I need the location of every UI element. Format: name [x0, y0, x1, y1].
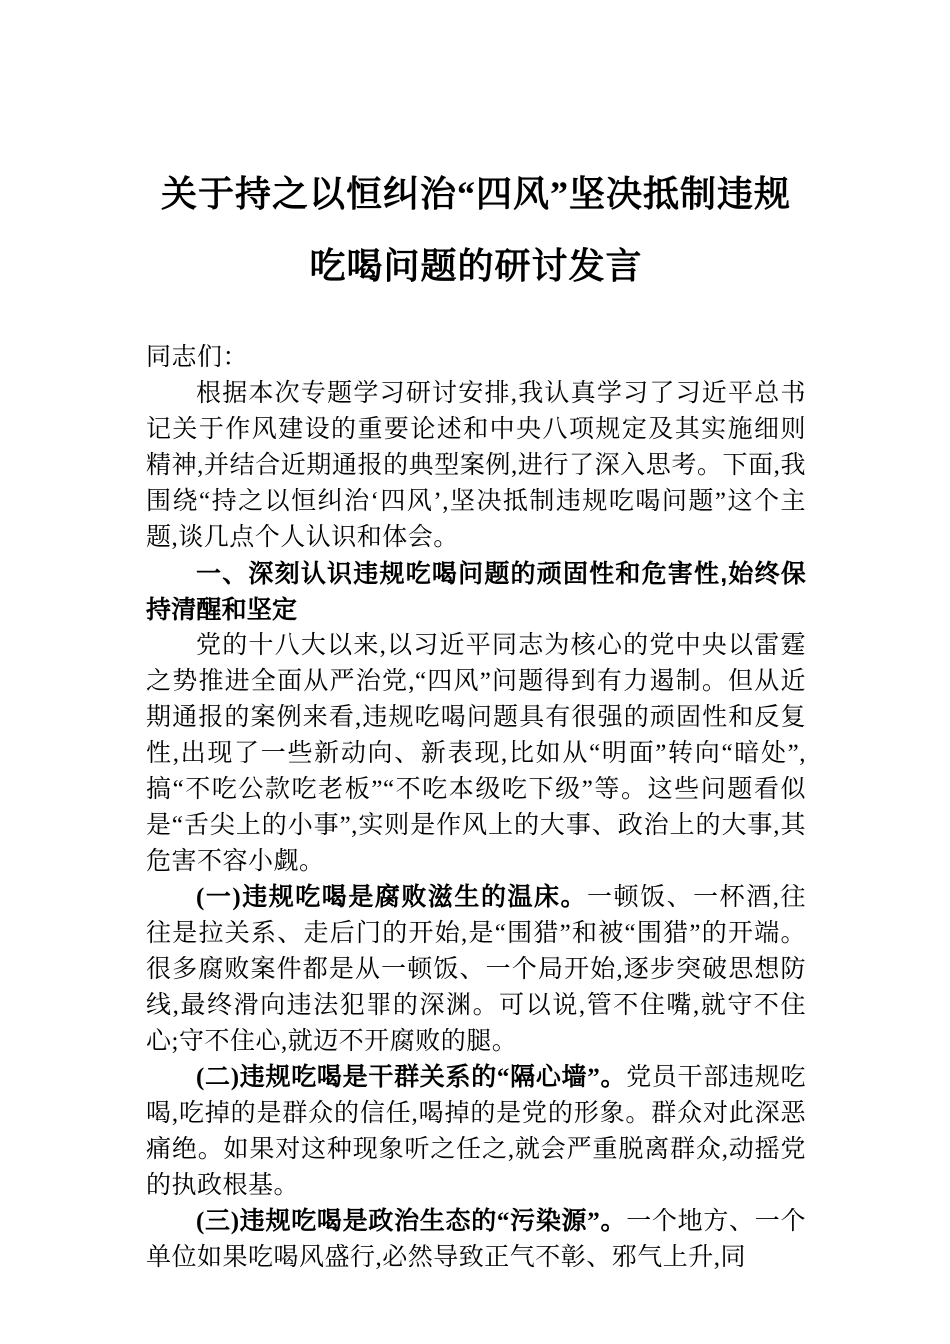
point-2-text: 党员干部违规吃喝,吃掉的是群众的信任,喝掉的是党的形象。群众对此深恶痛绝。如果对这种现象听之任之,就会严重脱离群众,动摇党的执政根基。: [146, 1064, 806, 1199]
point-1-lead: (一)违规吃喝是腐败滋生的温床。: [196, 884, 588, 911]
point-2-lead: (二)违规吃喝是干群关系的“隔心墙”。: [196, 1064, 627, 1091]
point-1-text: 一顿饭、一杯酒,往往是拉关系、走后门的开始,是“围猎”和被“围猎”的开端。很多腐败案件都是从一顿饭、一个局开始,逐步突破思想防线,最终滑向违法犯罪的深渊。可以说,管不住嘴,就守不住心;守不住心,就迈不开腐败的腿。: [146, 884, 806, 1055]
paragraph-point-2: [146, 1060, 806, 1204]
document-title: [146, 158, 806, 302]
paragraph-intro: 根据本次专题学习研讨安排,我认真学习了习近平总书记关于作风建设的重要论述和中央八项规定及其实施细则精神,并结合近期通报的典型案例,进行了深入思考。下面,我围绕“持之以恒纠治‘四风’,坚决抵制违规吃喝问题”这个主题,谈几点个人认识和体会。: [146, 380, 806, 551]
document-title-line-1: 关于持之以恒纠治“四风”坚决抵制违规: [160, 174, 791, 214]
salutation: 同志们：: [146, 344, 249, 371]
paragraph-point-3: [146, 1204, 806, 1276]
paragraph-section-1-body: 党的十八大以来,以习近平同志为核心的党中央以雷霆之势推进全面从严治党,“四风”问题得到有力遏制。但从近期通报的案例来看,违规吃喝问题具有很强的顽固性和反复性,出现了一些新动向、新表现,比如从“明面”转向“暗处”,搞“不吃公款吃老板”“不吃本级吃下级”等。这些问题看似是“舌尖上的小事”,实则是作风上的大事、政治上的大事,其危害不容小觑。: [146, 632, 806, 875]
point-3-text: 一个地方、一个单位如果吃喝风盛行,必然导致正气不彰、邪气上升,同: [146, 1208, 806, 1271]
point-3-lead: (三)违规吃喝是政治生态的“污染源”。: [196, 1208, 627, 1235]
paragraph-point-1: [146, 880, 806, 1060]
document-title-line-2: 吃喝问题的研讨发言: [309, 246, 643, 286]
section-heading-1: 一、深刻认识违规吃喝问题的顽固性和危害性,始终保持清醒和坚定: [146, 560, 806, 624]
